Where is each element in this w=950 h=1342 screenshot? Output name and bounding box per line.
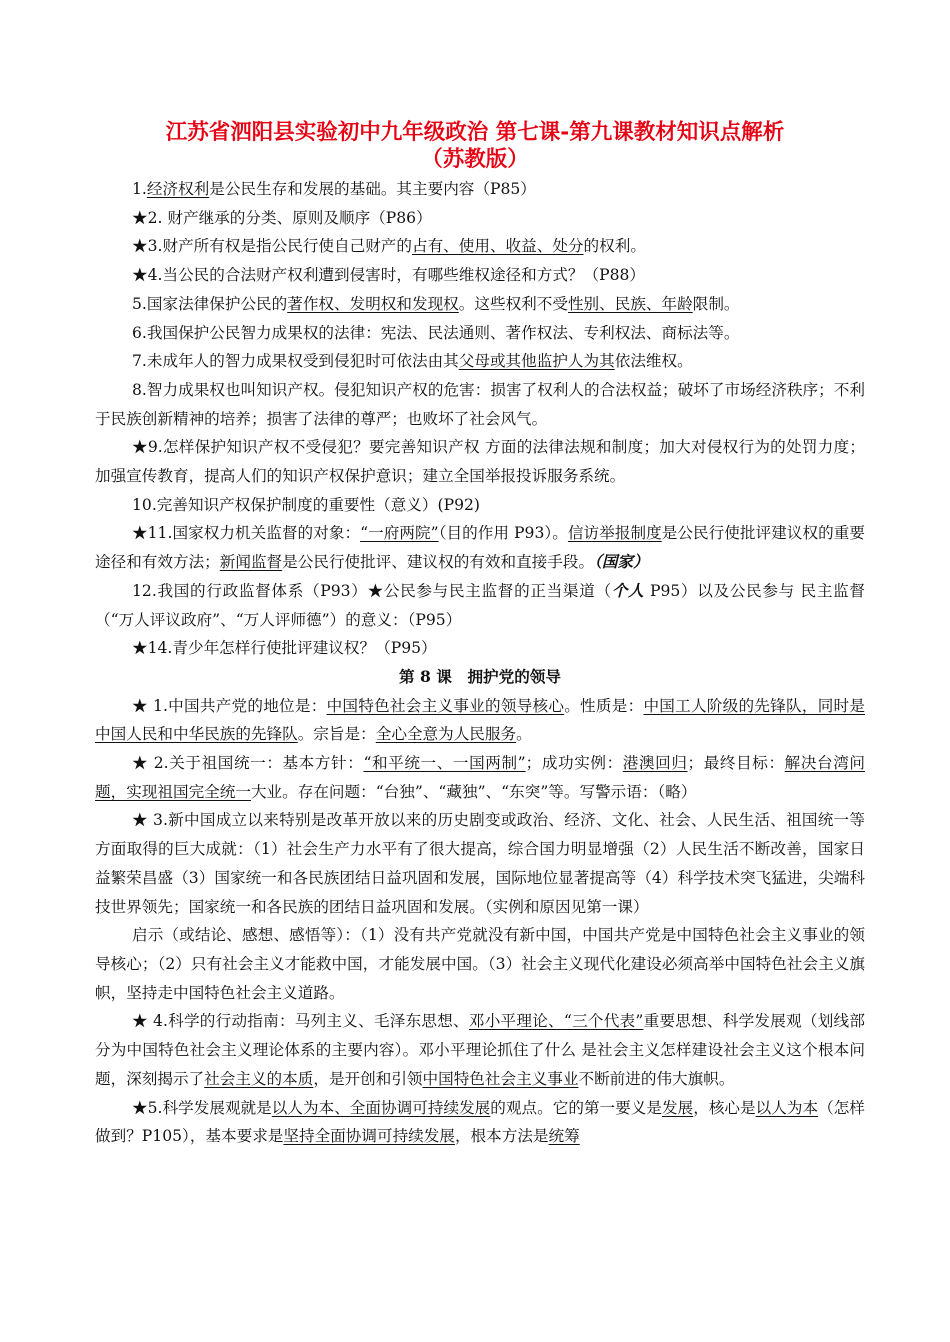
text-run: 10.完善知识产权保护制度的重要性（意义）(P92) xyxy=(132,495,480,514)
paragraph xyxy=(95,261,865,290)
text-run: ★5.科学发展观就是 xyxy=(132,1098,272,1117)
text-run: ★14.青少年怎样行使批评建议权？（P95） xyxy=(132,639,437,658)
text-run: 7.未成年人的智力成果权受到侵犯时可依法由其 xyxy=(132,352,459,371)
paragraph xyxy=(95,519,865,576)
underlined-text: 统筹 xyxy=(548,1127,580,1146)
text-run: 是公民行使批评建议权的重要途径和有效方法； xyxy=(95,524,865,572)
text-run: 。性质是： xyxy=(564,696,644,715)
paragraph xyxy=(95,806,865,921)
text-run: ★3.财产所有权是指公民行使自己财产的 xyxy=(132,237,412,256)
underlined-text: “一府两院” xyxy=(360,524,439,543)
underlined-text: 父母或其他监护人为其 xyxy=(458,352,615,371)
underlined-text: 邓小平理论、“三个代表” xyxy=(468,1012,644,1031)
underlined-text: 发展 xyxy=(662,1098,694,1117)
text-run: 。 xyxy=(516,725,532,744)
text-run: ★ 4.科学的行动指南：马列主义、毛泽东思想、 xyxy=(132,1012,469,1031)
paragraph xyxy=(95,921,865,1007)
underlined-text: 港澳回归 xyxy=(622,754,688,773)
paragraph xyxy=(95,692,865,749)
paragraph xyxy=(95,491,865,520)
paragraph xyxy=(95,347,865,376)
text-run: 是公民生存和发展的基础。其主要内容（P85） xyxy=(209,180,536,198)
text-run: 是公民行使批评、建议权的有效和直接手段。 xyxy=(282,553,595,572)
section-heading xyxy=(95,663,865,692)
text-run: 启示（或结论、感想、感悟等）：（1）没有共产党就没有新中国，中国共产党是中国特色社会主义事业的领导核心；（2）只有社会主义才能救中国，才能发展中国。（3）社会主义现代化建设必须高举中国特色社会主义旗帜，坚持走中国特色社会主义道路。 xyxy=(95,926,865,1002)
paragraph xyxy=(95,175,865,204)
text-run: ★ 2.关于祖国统一：基本方针： xyxy=(132,754,364,773)
text-run: 8.智力成果权也叫知识产权。侵犯知识产权的危害：损害了权利人的合法权益；破坏了市场经济秩序；不利于民族创新精神的培养；损害了法律的尊严；也败坏了社会风气。 xyxy=(95,380,865,428)
text-run: ★11.国家权力机关监督的对象： xyxy=(132,524,361,543)
text-run: ；最终目标： xyxy=(687,754,785,773)
paragraph xyxy=(95,1094,865,1151)
text-run: ★ 3.新中国成立以来特别是改革开放以来的历史剧变或政治、经济、文化、社会、人民生活、祖国统一等方面取得的巨大成就：（1）社会生产力水平有了很大提高，综合国力明显增强（2）人民生活不断改善，国家日益繁荣昌盛（3）国家统一和各民族团结日益巩固和发展，国际地位显著提高等（4）科学技术突飞猛进，尖端科技世界领先；国家统一和各民族的团结日益巩固和发展。（实例和原因见第一课） xyxy=(95,811,865,916)
paragraph xyxy=(95,433,865,490)
text-run: 6.我国保护公民智力成果权的法律：宪法、民法通则、著作权法、专利权法、商标法等。 xyxy=(132,323,740,342)
text-run: 重要思想、科学发展观（划线部分为中国特色社会主义理论体系的主要内容）。邓小平理论抓住了什么 是社会主义怎样建设社会主义这个根本问题，深刻揭示了 xyxy=(95,1012,865,1088)
underlined-text: 解决台湾问题，实现祖国完全统一 xyxy=(95,754,865,801)
text-run: 大业。存在问题：“台独”、“藏独”、“东突”等。写警示语：（略） xyxy=(250,782,697,801)
paragraph xyxy=(95,319,865,348)
text-run: ，是开创和引领 xyxy=(313,1069,423,1088)
text-run: ★9.怎样保护知识产权不受侵犯？要完善知识产权 方面的法律法规和制度；加大对侵权行为的处罚力度；加强宣传教育，提高人们的知识产权保护意识；建立全国举报投诉服务系统。 xyxy=(95,438,865,486)
underlined-text: 中国工人阶级的先锋队，同时是中国人民和中华民族的先锋队 xyxy=(95,696,865,744)
paragraph xyxy=(95,232,865,261)
paragraph xyxy=(95,290,865,319)
text-run: P95）以及公民参与 民主监督（“万人评议政府”、“万人评师德”）的意义：（P95） xyxy=(95,581,866,629)
paragraph xyxy=(95,749,865,806)
paragraph xyxy=(95,577,865,634)
emphasis-text: 个人 xyxy=(611,580,645,600)
text-run: 限制。 xyxy=(692,294,740,313)
text-run: 12.我国的行政监督体系（P93）★公民参与民主监督的正当渠道（ xyxy=(132,581,612,600)
underlined-text: 坚持全面协调可持续发展 xyxy=(283,1127,455,1146)
text-run: ★2. 财产继承的分类、原则及顺序（P86） xyxy=(132,208,432,227)
text-run: ★4.当公民的合法财产权利遭到侵害时，有哪些维权途径和方式？（P88） xyxy=(132,266,646,285)
text-run: ，根本方法是 xyxy=(454,1127,549,1146)
underlined-text: 经济权利 xyxy=(146,180,210,198)
paragraph xyxy=(95,1007,865,1093)
underlined-text: 中国特色社会主义事业的领导核心 xyxy=(326,696,565,715)
text-run: 不断前进的伟大旗帜。 xyxy=(578,1069,735,1088)
paragraph xyxy=(95,204,865,233)
text-run: （怎样做到？P105），基本要求是 xyxy=(95,1098,865,1146)
underlined-text: 全心全意为人民服务 xyxy=(375,725,517,744)
underlined-text: 著作权、发明权和发现权 xyxy=(287,294,459,313)
text-run: 的权利。 xyxy=(583,237,646,256)
underlined-text: 社会主义的本质 xyxy=(204,1069,314,1088)
text-run: ；成功实例： xyxy=(525,754,623,773)
underlined-text: 新闻监督 xyxy=(219,553,283,572)
underlined-text: 占有、使用、收益、处分 xyxy=(411,237,584,256)
paragraph xyxy=(95,376,865,433)
underlined-text: 信访举报制度 xyxy=(567,524,662,543)
text-run: 的观点。它的第一要义是 xyxy=(490,1098,662,1117)
underlined-text: 以人为本 xyxy=(755,1098,819,1117)
text-run: 1. xyxy=(132,180,147,198)
text-run: 依法维权。 xyxy=(614,352,693,371)
underlined-text: 以人为本、全面协调可持续发展 xyxy=(271,1098,491,1117)
document-subtitle: （苏教版） xyxy=(421,147,529,172)
text-run: 。这些权利不受 xyxy=(458,294,568,313)
text-run: 5.国家法律保护公民的 xyxy=(132,294,288,313)
document-body xyxy=(95,175,865,1151)
underlined-text: “和平统一、一国两制” xyxy=(363,754,526,773)
text-run: ★ 1.中国共产党的地位是： xyxy=(132,696,327,715)
underlined-text: 性别、民族、年龄 xyxy=(567,294,693,313)
emphasis-text: （国家） xyxy=(594,552,649,572)
underlined-text: 中国特色社会主义事业 xyxy=(422,1069,579,1088)
document-title: 江苏省泗阳县实验初中九年级政治 第七课-第九课教材知识点解析 xyxy=(165,120,785,145)
text-run: 。宗旨是： xyxy=(297,725,376,744)
paragraph xyxy=(95,634,865,663)
text-run: 第 8 课 拥护党的领导 xyxy=(398,666,562,686)
text-run: （目的作用 P93）。 xyxy=(438,524,568,543)
text-run: ，核心是 xyxy=(693,1098,756,1117)
